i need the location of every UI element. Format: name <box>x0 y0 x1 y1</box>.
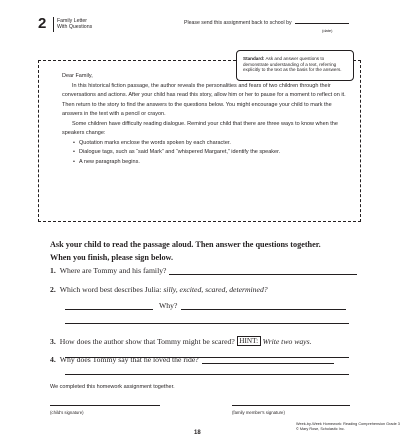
question-3-answer-line-2[interactable] <box>65 374 349 375</box>
footer-credit-line1: Week-by-Week Homework: Reading Comprehension Grade 3 <box>296 422 400 426</box>
question-2-answer-line-2[interactable] <box>65 323 349 324</box>
child-signature-caption: (child's signature) <box>50 410 84 415</box>
family-letter <box>38 60 361 222</box>
lesson-number: 2 <box>38 15 47 32</box>
family-signature-caption: (family member's signature) <box>232 410 285 415</box>
question-2-number: 2. <box>50 285 56 294</box>
hint-label: HINT: <box>237 336 261 346</box>
letter-paragraph-2: Some children have difficulty reading dialogue. Remind your child that there are three ways to know when the speakers change: <box>62 120 338 136</box>
instructions-line-1: Ask your child to read the passage aloud. Then answer the questions together. <box>50 240 321 249</box>
letter-paragraph-1: In this historical fiction passage, the author reveals the personalities and fears of two children through their conversations and actions. After your child has read this story, allow him or her to pause for a moment to reflect on it. Then return to the story to find the answers to the questions below. You might encourage your child to mark the answers in the text with a pencil or crayon. <box>62 82 346 117</box>
standard-text: Ask and answer questions to demonstrate understanding of a text, referring explicitly to the text as the basis for the answers. <box>243 56 342 73</box>
lesson-title-line1: Family Letter <box>57 18 87 24</box>
question-2-prefix: Which word best describes Julia: <box>59 285 162 294</box>
lesson-title-line2: With Questions <box>57 24 93 31</box>
question-4-text: Why does Tommy say that he loved the ride? <box>59 355 199 364</box>
question-3 <box>50 336 312 346</box>
send-back-text: Please send this assignment back to school by <box>184 20 292 26</box>
question-4-number: 4. <box>50 355 56 364</box>
instructions-line-2: When you finish, please sign below. <box>50 252 174 262</box>
family-signature-line[interactable] <box>232 405 350 406</box>
list-item: • Dialogue tags, such as “said Mark” and “whispered Margaret,” identify the speaker. <box>74 148 346 158</box>
send-back-instruction <box>184 19 349 26</box>
instructions <box>50 239 370 264</box>
speaker-change-list <box>62 139 346 168</box>
question-2-text <box>60 285 268 294</box>
letter-greeting: Dear Family, <box>62 73 93 79</box>
footer-credit <box>296 422 400 432</box>
standard-box <box>236 50 354 81</box>
hint-text: Write two ways. <box>262 337 312 346</box>
footer-credit-line2: © Mary Rose, Scholastic Inc. <box>296 426 345 431</box>
question-2-options: silly, excited, scared, determined? <box>163 285 268 294</box>
question-1 <box>50 266 357 275</box>
question-2-word-answer-line[interactable] <box>65 303 153 310</box>
question-4-answer-line[interactable] <box>202 357 334 364</box>
child-signature-line[interactable] <box>50 405 160 406</box>
page-number: 18 <box>194 430 201 436</box>
lesson-title <box>57 18 92 30</box>
question-1-answer-line[interactable] <box>169 268 357 275</box>
question-1-number: 1. <box>50 266 56 275</box>
question-2-why-row <box>65 301 346 310</box>
question-3-text: How does the author show that Tommy might be scared? <box>59 337 235 346</box>
question-2-why: Why? <box>159 301 178 310</box>
question-2 <box>50 285 268 294</box>
list-item: • A new paragraph begins. <box>74 158 346 168</box>
question-3-number: 3. <box>50 337 56 346</box>
date-field[interactable] <box>295 19 349 24</box>
lesson-badge <box>38 17 92 32</box>
completion-statement: We completed this homework assignment together. <box>50 384 175 390</box>
lesson-divider <box>53 17 54 32</box>
question-1-text: Where are Tommy and his family? <box>59 266 167 275</box>
question-4 <box>50 355 334 364</box>
list-item: • Quotation marks enclose the words spoken by each character. <box>74 139 346 149</box>
date-caption: (date) <box>322 28 333 33</box>
standard-label: Standard: <box>243 56 265 61</box>
question-2-why-answer-line[interactable] <box>181 303 346 310</box>
